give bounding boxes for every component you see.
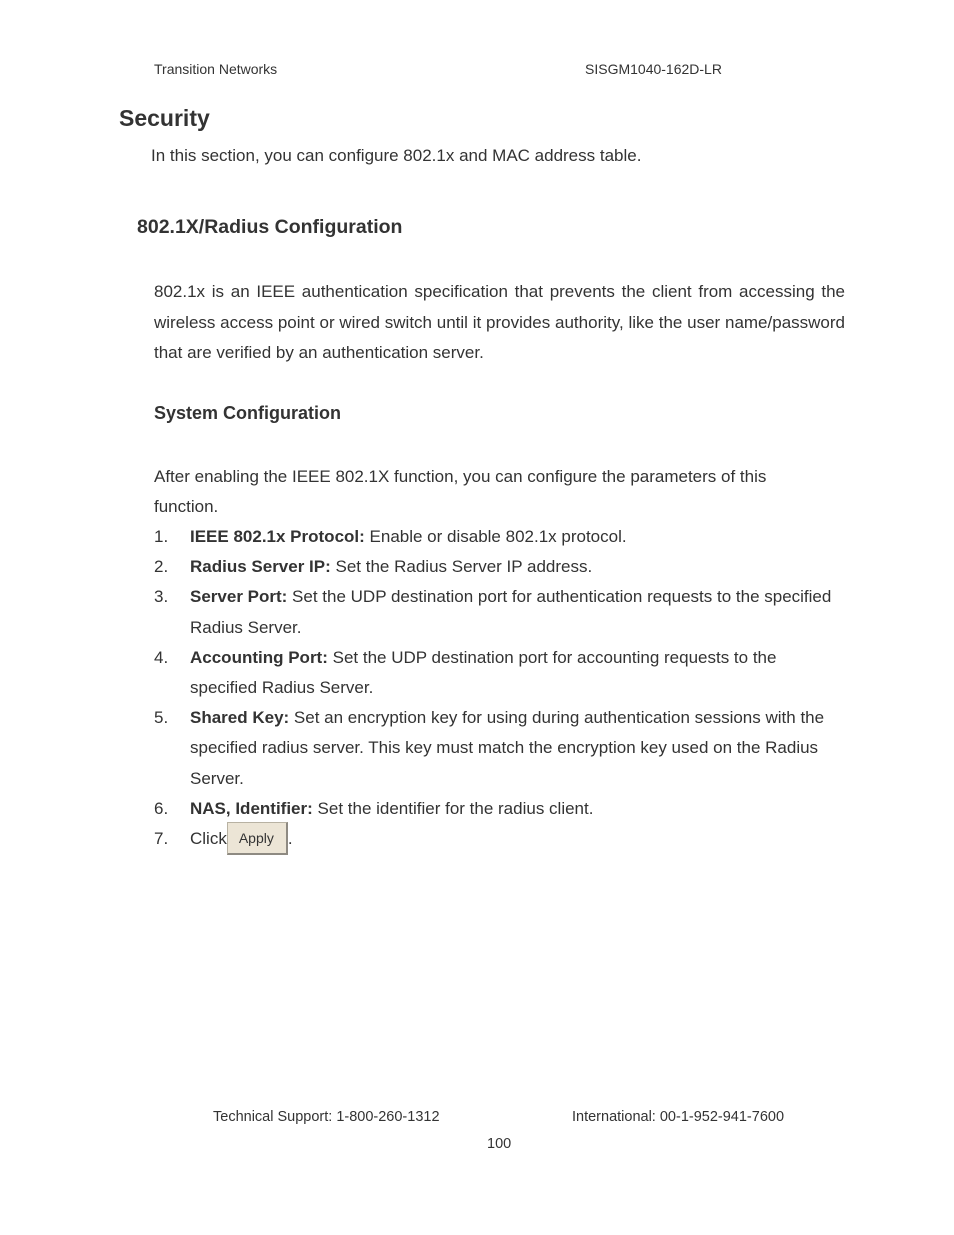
footer-support: Technical Support: 1-800-260-1312 <box>213 1109 440 1125</box>
step-term: Server Port: <box>190 587 288 607</box>
step-text: Set the UDP destination port for authentication requests to the specified Radius Server. <box>190 587 832 637</box>
list-item <box>154 522 844 552</box>
step-text: Set the UDP destination port for accounting requests to the specified Radius Server. <box>190 647 777 698</box>
subsection-description: 802.1x is an IEEE authentication specification that prevents the client from accessing the wireless access point or wired switch until it provides authority, like the user name/password that are verified by an authentication server. <box>154 282 845 362</box>
step-number: 1. <box>154 527 169 546</box>
step-term: Accounting Port: <box>190 647 328 667</box>
list-item <box>154 643 844 703</box>
step-text: Click <box>190 829 227 849</box>
step-term: Radius Server IP: <box>190 557 331 577</box>
step-text: Enable or disable 802.1x protocol. <box>364 527 627 546</box>
footer-international: International: 00-1-952-941-7600 <box>572 1109 785 1125</box>
list-item <box>154 582 844 642</box>
step-text: Set the Radius Server IP address. <box>330 557 593 577</box>
step-term: NAS, Identifier: <box>190 798 313 818</box>
apply-button[interactable]: Apply <box>227 822 288 855</box>
step-text-end: . <box>287 829 293 849</box>
step-text: Set the identifier for the radius client. <box>312 798 594 818</box>
config-steps-list <box>154 522 844 855</box>
page-number: 100 <box>487 1136 512 1152</box>
header-company: Transition Networks <box>154 61 278 77</box>
step-number: 2. <box>154 557 169 577</box>
list-item <box>154 703 844 794</box>
section-intro: In this section, you can configure 802.1x and MAC address table. <box>151 146 642 165</box>
step-number: 5. <box>154 708 169 728</box>
step-term: IEEE 802.1x Protocol: <box>190 527 365 546</box>
system-config-title: System Configuration <box>154 403 342 423</box>
step-text: Set an encryption key for using during authentication sessions with the specified radius server. This key must match the encryption key used on the Radius Server. <box>190 708 825 788</box>
step-number: 3. <box>154 587 169 607</box>
header-model: SISGM1040-162D-LR <box>585 61 722 77</box>
step-term: Shared Key: <box>190 708 290 728</box>
subsection-title: 802.1X/Radius Configuration <box>137 216 403 238</box>
step-number: 4. <box>154 647 169 667</box>
step-number: 7. <box>154 829 169 849</box>
list-item <box>154 794 844 824</box>
list-item <box>154 552 844 582</box>
section-title: Security <box>119 105 210 131</box>
list-item <box>154 824 844 855</box>
system-config-intro: After enabling the IEEE 802.1X function, you can configure the parameters of this function. <box>154 467 767 517</box>
step-number: 6. <box>154 798 169 818</box>
